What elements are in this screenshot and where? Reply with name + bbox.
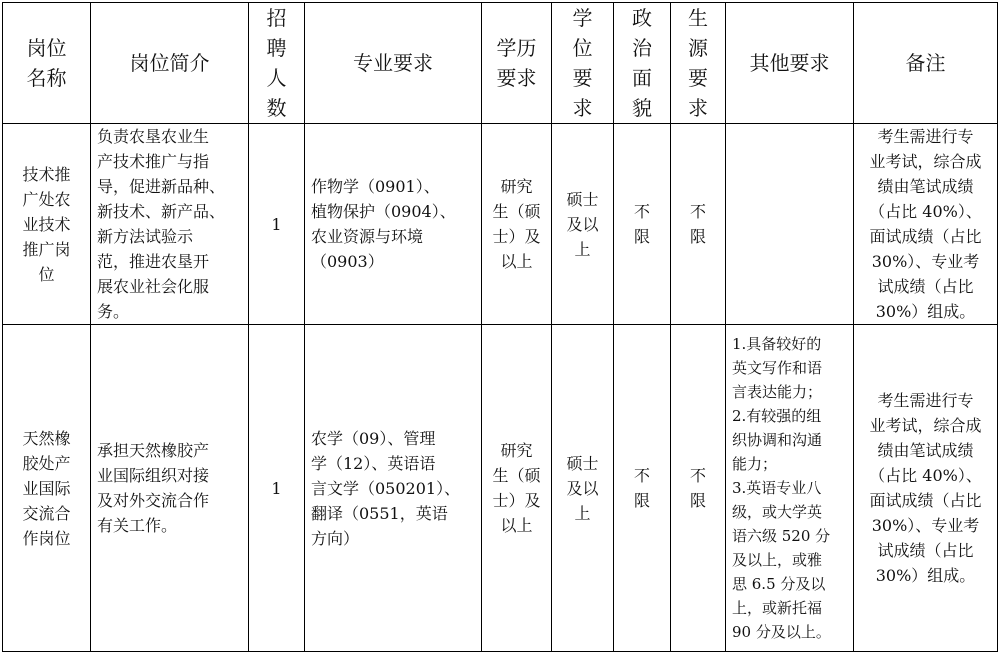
cell-headcount: 1 (249, 124, 305, 325)
cell-education-requirement: 研究 生（硕 士）及 以上 (482, 325, 552, 652)
cell-political-status: 不 限 (614, 124, 671, 325)
cell-remarks: 考生需进行专 业考试，综合成 绩由笔试成绩 （占比 40%）、 面试成绩（占比 30%）、专业考 试成绩（占比 30%）组成。 (854, 325, 998, 652)
cell-other-requirements: 1.具备较好的 英文写作和语 言表达能力； 2.有较强的组 织协调和沟通 能力； 3.英语专业八 级，或大学英 语六级 520 分 及以上，或雅 思 6.5 分及以 上，或新托福 90 分及以上。 (726, 325, 854, 652)
cell-remarks: 考生需进行专 业考试，综合成 绩由笔试成绩 （占比 40%）、 面试成绩（占比 30%）、专业考 试成绩（占比 30%）组成。 (854, 124, 998, 325)
cell-degree-requirement: 硕士 及以 上 (552, 325, 614, 652)
cell-degree-requirement: 硕士 及以 上 (552, 124, 614, 325)
cell-other-requirements (726, 124, 854, 325)
header-position-name: 岗位 名称 (3, 3, 91, 124)
table-row (3, 325, 998, 652)
cell-candidate-source: 不 限 (671, 124, 726, 325)
cell-education-requirement: 研究 生（硕 士）及 以上 (482, 124, 552, 325)
cell-position-intro: 承担天然橡胶产 业国际组织对接 及对外交流合作 有关工作。 (91, 325, 249, 652)
cell-position-intro: 负责农垦农业生 产技术推广与指 导，促进新品种、 新技术、新产品、 新方法试验示 范，推进农垦开 展农业社会化服 务。 (91, 124, 249, 325)
header-degree-requirement: 学 位 要 求 (552, 3, 614, 124)
cell-position-name: 技术推 广处农 业技术 推广岗 位 (3, 124, 91, 325)
header-political-status: 政 治 面 貌 (614, 3, 671, 124)
header-remarks: 备注 (854, 3, 998, 124)
cell-major-requirement: 农学（09）、管理 学（12）、英语语 言文学（050201）、 翻译（0551，英语 方向） (305, 325, 482, 652)
cell-headcount: 1 (249, 325, 305, 652)
table-header-row (3, 3, 998, 124)
header-education-requirement: 学历 要求 (482, 3, 552, 124)
header-major-requirement: 专业要求 (305, 3, 482, 124)
cell-position-name: 天然橡 胶处产 业国际 交流合 作岗位 (3, 325, 91, 652)
cell-political-status: 不 限 (614, 325, 671, 652)
cell-candidate-source: 不 限 (671, 325, 726, 652)
header-position-intro: 岗位简介 (91, 3, 249, 124)
recruitment-table (2, 2, 998, 652)
cell-major-requirement: 作物学（0901）、 植物保护（0904）、 农业资源与环境 （0903） (305, 124, 482, 325)
header-candidate-source: 生 源 要 求 (671, 3, 726, 124)
table-row (3, 124, 998, 325)
header-other-requirements: 其他要求 (726, 3, 854, 124)
header-headcount: 招 聘 人 数 (249, 3, 305, 124)
